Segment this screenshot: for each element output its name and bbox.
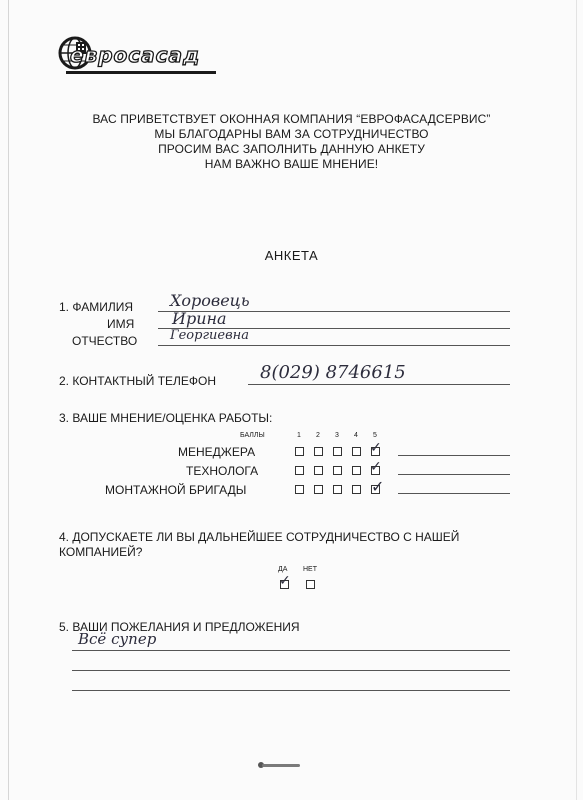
suggestions-line-2 xyxy=(72,670,510,671)
checkbox-no[interactable] xyxy=(306,580,315,589)
score-head-1: 1 xyxy=(297,432,301,439)
form-title: АНКЕТА xyxy=(264,248,319,263)
checkbox-technologist-1[interactable] xyxy=(295,466,304,475)
score-head-2: 2 xyxy=(316,432,320,439)
name-label: ИМЯ xyxy=(107,317,135,331)
score-head-3: 3 xyxy=(335,432,339,439)
logo-text: евросасад xyxy=(70,43,201,67)
checkbox-crew-3[interactable] xyxy=(333,485,342,494)
phone-value[interactable]: 8(029) 8746615 xyxy=(260,362,406,383)
patronymic-underline xyxy=(158,345,510,346)
rating-crew-underline xyxy=(398,493,510,494)
cooperation-label-line-2: КОМПАНИЕЙ? xyxy=(59,545,143,559)
no-label: НЕТ xyxy=(303,566,317,573)
company-logo xyxy=(58,30,218,82)
suggestions-label: 5. ВАШИ ПОЖЕЛАНИЯ И ПРЕДЛОЖЕНИЯ xyxy=(59,620,300,634)
suggestions-value[interactable]: Всё супер xyxy=(78,630,157,648)
checkbox-manager-1[interactable] xyxy=(295,447,304,456)
surname-label: 1. ФАМИЛИЯ xyxy=(59,300,133,314)
checkbox-crew-1[interactable] xyxy=(295,485,304,494)
check-manager-5: ✓ xyxy=(370,440,382,456)
yes-label: ДА xyxy=(278,566,288,573)
check-crew-5: ✓ xyxy=(371,477,385,496)
suggestions-line-3 xyxy=(72,690,510,691)
checkbox-technologist-3[interactable] xyxy=(333,466,342,475)
checkbox-manager-2[interactable] xyxy=(314,447,323,456)
checkbox-technologist-2[interactable] xyxy=(314,466,323,475)
greeting-line-1: ВАС ПРИВЕТСТВУЕТ ОКОННАЯ КОМПАНИЯ “ЕВРОФАСАДСЕРВИС” xyxy=(92,112,491,126)
phone-label: 2. КОНТАКТНЫЙ ТЕЛЕФОН xyxy=(59,374,217,388)
rating-row-technologist-label: ТЕХНОЛОГА xyxy=(186,464,259,478)
rating-label: 3. ВАШЕ МНЕНИЕ/ОЦЕНКА РАБОТЫ: xyxy=(59,411,273,425)
checkbox-crew-2[interactable] xyxy=(314,485,323,494)
rating-manager-underline xyxy=(398,455,510,456)
rating-row-manager-label: МЕНЕДЖЕРА xyxy=(178,445,256,459)
cooperation-label-line-1: 4. ДОПУСКАЕТЕ ЛИ ВЫ ДАЛЬНЕЙШЕЕ СОТРУДНИЧЕСТВО С НАШЕЙ xyxy=(59,530,460,544)
patronymic-value[interactable]: Георгиевна xyxy=(170,328,249,343)
checkbox-manager-4[interactable] xyxy=(352,447,361,456)
checkbox-manager-3[interactable] xyxy=(333,447,342,456)
name-value[interactable]: Ирина xyxy=(172,309,227,328)
greeting-line-4: НАМ ВАЖНО ВАШЕ МНЕНИЕ! xyxy=(204,157,379,171)
greeting-block xyxy=(0,112,583,172)
rating-technologist-underline xyxy=(398,474,510,475)
check-technologist-5: ✓ xyxy=(370,459,382,475)
suggestions-line-1 xyxy=(72,650,510,651)
check-yes: ✓ xyxy=(279,573,291,589)
rating-row-crew-label: МОНТАЖНОЙ БРИГАДЫ xyxy=(105,483,247,497)
greeting-line-2: МЫ БЛАГОДАРНЫ ВАМ ЗА СОТРУДНИЧЕСТВО xyxy=(154,127,429,141)
surname-value[interactable]: Хоровець xyxy=(170,291,250,310)
checkbox-crew-4[interactable] xyxy=(352,485,361,494)
patronymic-label: ОТЧЕСТВО xyxy=(72,334,138,348)
phone-underline xyxy=(248,384,510,385)
score-head-5: 5 xyxy=(373,432,377,439)
logo-underline xyxy=(66,71,216,74)
greeting-line-3: ПРОСИМ ВАС ЗАПОЛНИТЬ ДАННУЮ АНКЕТУ xyxy=(158,142,425,156)
score-head-4: 4 xyxy=(354,432,358,439)
scores-label: БАЛЛЫ xyxy=(240,432,265,439)
checkbox-technologist-4[interactable] xyxy=(352,466,361,475)
staple xyxy=(262,764,300,767)
